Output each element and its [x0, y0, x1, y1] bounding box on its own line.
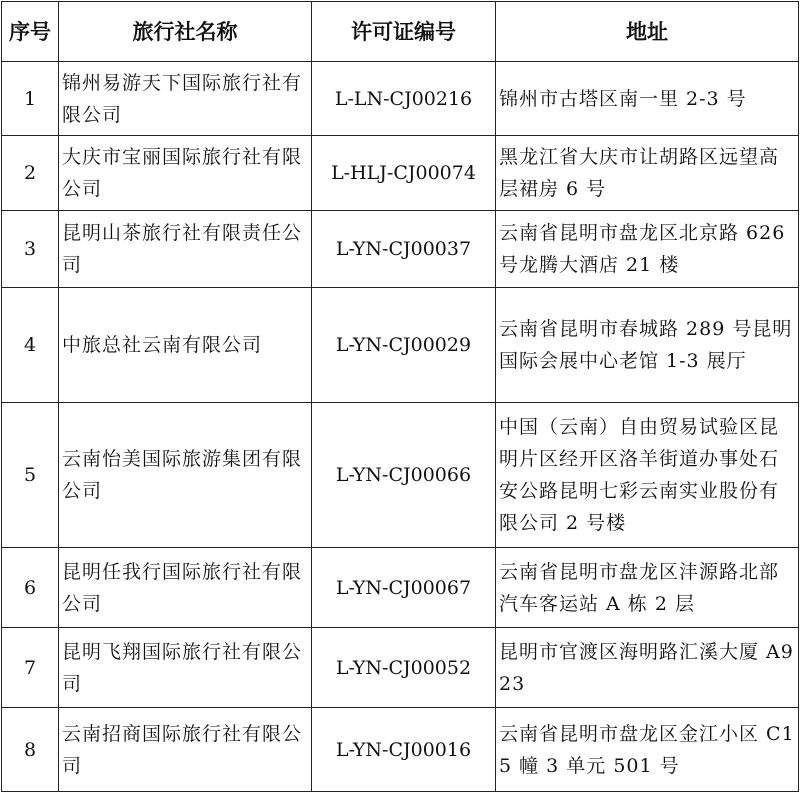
header-address: 地址 [496, 2, 799, 62]
table-row [2, 548, 799, 628]
header-license: 许可证编号 [312, 2, 496, 62]
agency-name: 昆明山茶旅行社有限责任公司 [59, 211, 312, 288]
agency-address: 黑龙江省大庆市让胡路区远望高层裙房 6 号 [496, 136, 799, 211]
agency-name: 中旅总社云南有限公司 [59, 288, 312, 403]
agency-address: 中国（云南）自由贸易试验区昆明片区经开区洛羊街道办事处石安公路昆明七彩云南实业股份有限公司 2 号楼 [496, 403, 799, 548]
agency-address: 云南省昆明市盘龙区金江小区 C15 幢 3 单元 501 号 [496, 708, 799, 792]
agency-name: 云南招商国际旅行社有限公司 [59, 708, 312, 792]
row-no: 2 [2, 136, 59, 211]
license-number: L-HLJ-CJ00074 [312, 136, 496, 211]
row-no: 1 [2, 62, 59, 136]
table-row [2, 62, 799, 136]
table-row [2, 403, 799, 548]
license-number: L-YN-CJ00052 [312, 628, 496, 708]
agency-name: 大庆市宝丽国际旅行社有限公司 [59, 136, 312, 211]
row-no: 8 [2, 708, 59, 792]
license-number: L-YN-CJ00016 [312, 708, 496, 792]
license-number: L-YN-CJ00029 [312, 288, 496, 403]
agency-address: 云南省昆明市盘龙区北京路 626 号龙腾大酒店 21 楼 [496, 211, 799, 288]
license-number: L-YN-CJ00067 [312, 548, 496, 628]
agency-address: 云南省昆明市盘龙区沣源路北部汽车客运站 A 栋 2 层 [496, 548, 799, 628]
agency-name: 锦州易游天下国际旅行社有限公司 [59, 62, 312, 136]
row-no: 3 [2, 211, 59, 288]
header-name: 旅行社名称 [59, 2, 312, 62]
row-no: 5 [2, 403, 59, 548]
table-row [2, 708, 799, 792]
agency-table [1, 1, 799, 792]
row-no: 4 [2, 288, 59, 403]
agency-name: 云南怡美国际旅游集团有限公司 [59, 403, 312, 548]
agency-address: 昆明市官渡区海明路汇溪大厦 A923 [496, 628, 799, 708]
agency-address: 锦州市古塔区南一里 2-3 号 [496, 62, 799, 136]
table-row [2, 628, 799, 708]
header-no: 序号 [2, 2, 59, 62]
license-number: L-YN-CJ00037 [312, 211, 496, 288]
table-row [2, 211, 799, 288]
agency-name: 昆明任我行国际旅行社有限公司 [59, 548, 312, 628]
license-number: L-LN-CJ00216 [312, 62, 496, 136]
row-no: 6 [2, 548, 59, 628]
header-row [2, 2, 799, 62]
row-no: 7 [2, 628, 59, 708]
table-row [2, 136, 799, 211]
table-row [2, 288, 799, 403]
license-number: L-YN-CJ00066 [312, 403, 496, 548]
agency-address: 云南省昆明市春城路 289 号昆明国际会展中心老馆 1-3 展厅 [496, 288, 799, 403]
agency-name: 昆明飞翔国际旅行社有限公司 [59, 628, 312, 708]
